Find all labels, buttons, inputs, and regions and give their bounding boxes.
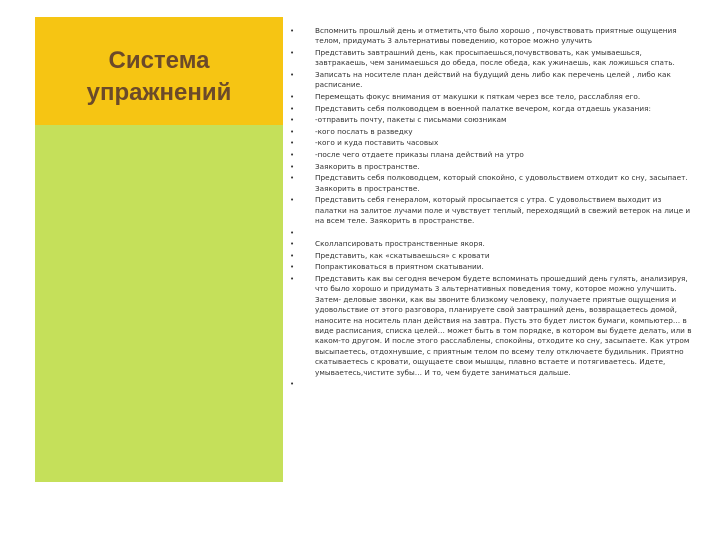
list-item-text: Попрактиковаться в приятном скатывании. [315,262,484,272]
list-item [290,162,695,172]
list-item-text: -кого послать в разведку [315,126,413,136]
list-item [290,138,695,148]
title-line-1: Система [108,47,210,74]
bullet-icon: • [290,104,295,113]
list-item [290,104,695,114]
list-item [290,228,695,238]
list-item-text: Представить завтрашний день, как просыпаешься,почувствовать, как умываешься, завтракаешь, чем занимаешься до обеда, после обеда, как ужинаешь, как ложишься спать. [315,48,675,68]
list-item-text: Представить себя полководцем в военной палатке вечером, когда отдаешь указания: [315,103,651,113]
list-item [290,195,695,226]
list-item [290,379,695,389]
list-item [290,92,695,102]
list-item-text: Перемещать фокус внимания от макушки к пяткам через все тело, расслабляя его. [315,92,641,101]
list-item [290,127,695,137]
list-item-text: Записать на носителе план действий на будущий день либо как перечень целей , либо как расписание. [315,70,671,90]
bullet-icon: • [290,71,295,79]
list-item-text: Представить, как «скатываешься» с кровати [315,250,490,260]
bullet-icon: • [290,139,295,148]
list-item [290,274,695,378]
slide-title [87,45,232,109]
left-green-panel [35,17,283,482]
list-item-text: -после чего отдаете приказы плана действий на утро [315,149,524,159]
list-item-text: -отправить почту, пакеты с письмами союзникам [315,115,507,125]
bullet-icon: • [290,27,295,35]
bullet-icon: • [290,251,295,260]
list-item [290,70,695,91]
list-item-text: Заякорить в пространстве. [315,161,420,171]
bullet-icon: • [290,196,295,205]
list-item [290,173,695,194]
list-item [290,150,695,160]
bullet-icon: • [290,93,295,101]
bullet-icon: • [290,174,295,183]
bullet-icon: • [290,162,295,171]
list-item-text: Представить себя полководцем, который спокойно, с удовольствием отходит ко сну, засыпает. Заякорить в пространстве. [315,173,688,193]
title-box [35,17,283,125]
list-item-text: Вспомнить прошлый день и отметить,что было хорошо , почувствовать приятные ощущения телом, придумать 3 альтернативы поведению, которое можно улучить [315,26,677,46]
bullet-icon: • [290,49,295,57]
list-item [290,48,695,69]
list-item [290,26,695,47]
list-item-text: Представить как вы сегодня вечером будете вспоминать прошедший день гулять, анализируя, что было хорошо и придумать 3 альтернативных поведения тому, которое можно улучшить. Затем- деловые звонки, как вы звоните близкому человеку, получаете приятые ощущения и удовольствие от этого разговора, планируете свой завтрашний день, возвращаетесь домой, наносите на носитель план действия на завтра. Пусть это будет листок бумаги, компьютер… в виде расписания, списка целей… может быть в том порядке, в котором вы будете делать, или в каком-то другом. И после этого расслаблены, спокойны, отходите ко сну, засыпаете. Как утром высыпаетесь, отдохнувшие, с приятным телом по всему телу отключаете будильник. Приятно скатываетесь с кровати, ощущаете свои мышцы, плавно встаете и потягиваетесь. Идете, умываетесь,чистите зубы… И то, чем будете заниматься дальше. [315,273,692,377]
bullet-icon: • [290,150,295,159]
bullet-icon: • [290,380,295,389]
list-item [290,262,695,272]
bullet-icon: • [290,127,295,136]
bullet-icon: • [290,116,295,125]
bullet-icon: • [290,228,295,237]
list-item-text: -кого и куда поставить часовых [315,138,439,148]
list-item [290,239,695,249]
bullet-icon: • [290,263,295,272]
exercise-list [290,26,695,391]
bullet-icon: • [290,274,295,283]
list-item-text: Представить себя генералом, который просыпается с утра. С удовольствием выходит из палатки на залитое лучами поле и чувствует теплый, переходящий в свежий ветерок на лице и на всем теле. Заякорить в пространстве. [315,195,691,225]
title-line-2: упражнений [86,79,232,106]
list-item [290,115,695,125]
bullet-icon: • [290,240,295,249]
list-item [290,251,695,261]
list-item-text: Сколлапсировать пространственные якоря. [315,239,485,249]
